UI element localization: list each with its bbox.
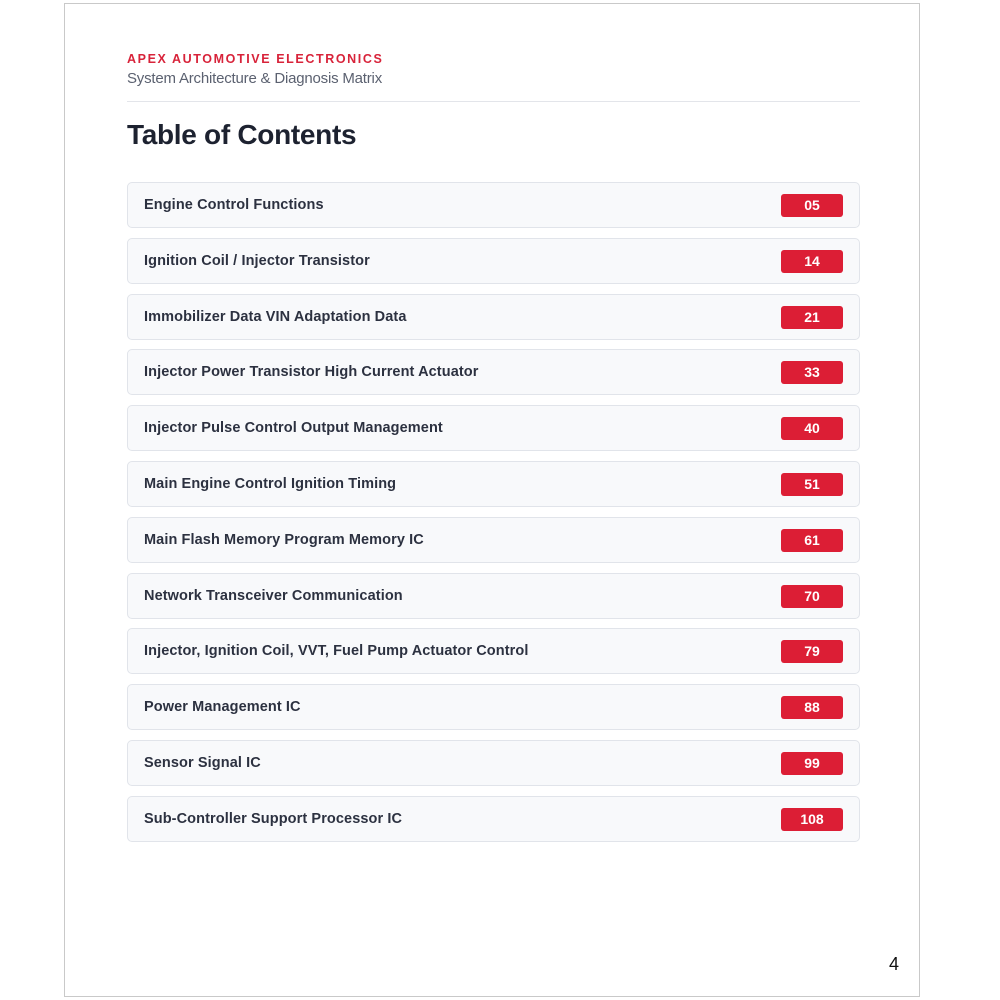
table-of-contents bbox=[127, 182, 860, 852]
toc-item-label: Engine Control Functions bbox=[144, 197, 324, 213]
toc-item-sub-controller-support-processor[interactable] bbox=[127, 796, 860, 842]
toc-item-label: Injector, Ignition Coil, VVT, Fuel Pump Actuator Control bbox=[144, 643, 529, 660]
toc-item-label: Main Engine Control Ignition Timing bbox=[144, 475, 397, 492]
toc-item-network-transceiver[interactable] bbox=[127, 573, 860, 619]
toc-item-actuator-control[interactable] bbox=[127, 628, 860, 674]
toc-item-immobilizer-data[interactable] bbox=[127, 294, 860, 340]
toc-page-badge: 99 bbox=[781, 752, 843, 775]
toc-item-engine-control-functions[interactable] bbox=[127, 182, 860, 228]
toc-item-main-engine-control[interactable] bbox=[127, 461, 860, 507]
document-subtitle: System Architecture & Diagnosis Matrix bbox=[127, 70, 382, 87]
toc-item-label: Power Management IC bbox=[144, 699, 301, 716]
toc-page-badge: 51 bbox=[781, 473, 843, 496]
toc-page-badge: 79 bbox=[781, 640, 843, 663]
toc-page-badge: 21 bbox=[781, 306, 843, 329]
toc-page-badge: 40 bbox=[781, 417, 843, 440]
page-title: Table of Contents bbox=[127, 119, 357, 150]
toc-item-sensor-signal-ic[interactable] bbox=[127, 740, 860, 786]
toc-page-badge: 88 bbox=[781, 696, 843, 719]
toc-item-power-management-ic[interactable] bbox=[127, 684, 860, 730]
toc-item-main-flash-memory[interactable] bbox=[127, 517, 860, 563]
toc-page-badge: 108 bbox=[781, 808, 843, 831]
toc-item-label: Injector Power Transistor High Current Actuator bbox=[144, 364, 479, 381]
toc-item-injector-pulse-control[interactable] bbox=[127, 405, 860, 451]
toc-item-injector-power-transistor[interactable] bbox=[127, 349, 860, 395]
toc-page-badge: 33 bbox=[781, 361, 843, 384]
toc-page-badge: 61 bbox=[781, 529, 843, 552]
toc-page-badge: 70 bbox=[781, 585, 843, 608]
company-name: APEX AUTOMOTIVE ELECTRONICS bbox=[127, 52, 384, 66]
toc-item-ignition-coil-injector-transistor[interactable] bbox=[127, 238, 860, 284]
toc-item-label: Injector Pulse Control Output Management bbox=[144, 420, 443, 437]
toc-item-label: Ignition Coil / Injector Transistor bbox=[144, 252, 370, 269]
document-page bbox=[64, 3, 920, 997]
toc-item-label: Sensor Signal IC bbox=[144, 754, 261, 771]
toc-item-label: Sub-Controller Support Processor IC bbox=[144, 810, 403, 827]
toc-page-badge: 14 bbox=[781, 250, 843, 273]
page-number: 4 bbox=[888, 954, 899, 974]
toc-item-label: Network Transceiver Communication bbox=[144, 587, 403, 604]
document-header bbox=[127, 51, 860, 102]
toc-item-label: Immobilizer Data VIN Adaptation Data bbox=[144, 308, 407, 325]
toc-item-label: Main Flash Memory Program Memory IC bbox=[144, 531, 424, 548]
toc-page-badge: 05 bbox=[781, 194, 843, 217]
